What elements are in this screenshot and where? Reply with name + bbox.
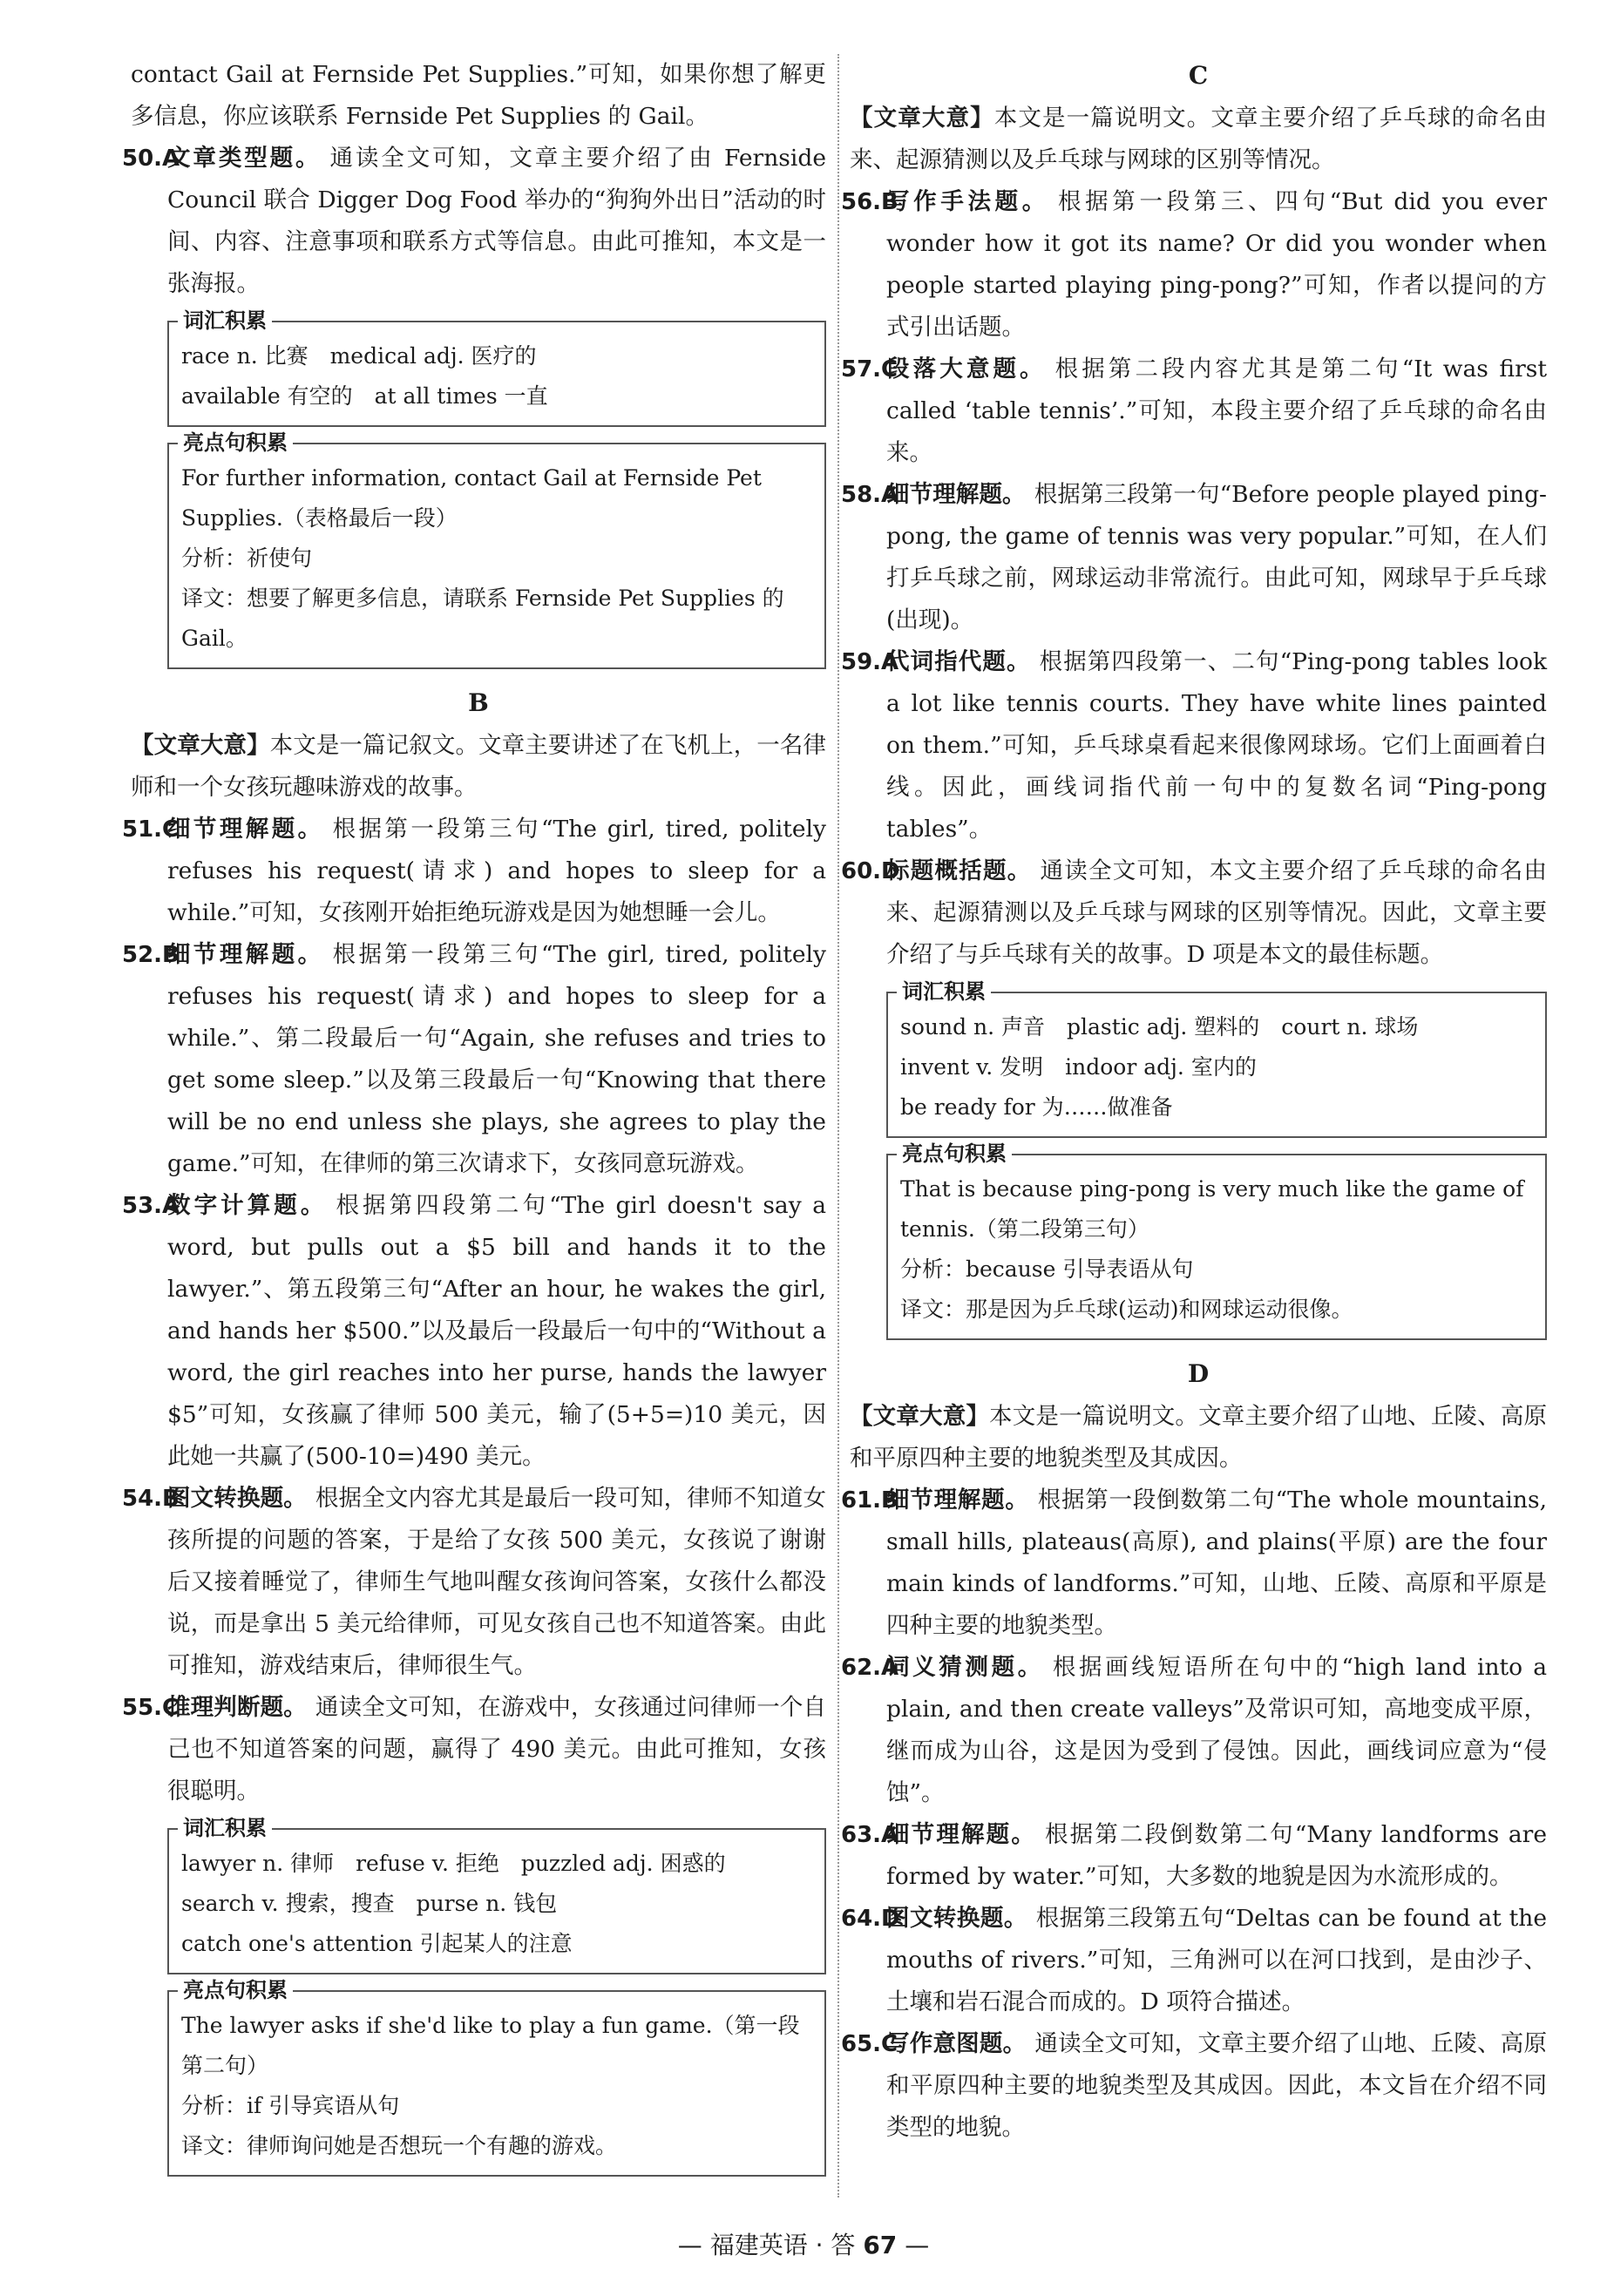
answer-55: [122, 1687, 827, 1812]
answer-number: 55.C: [122, 1695, 180, 1721]
page-number: 67: [863, 2231, 898, 2259]
answer-number: 56.B: [841, 189, 898, 215]
answer-body: 通读全文可知，文章主要介绍了山地、丘陵、高原和平原四种主要的地貌类型及其成因。因此，本文旨在介绍不同类型的地貌。: [886, 2030, 1548, 2141]
summary-b: [131, 725, 826, 809]
answer-body: 根据第二段倒数第二句“Many landforms are formed by water.”可知，大多数的地貌是因为水流形成的。: [886, 1821, 1548, 1890]
highlight-box-2: [167, 1978, 826, 2177]
footer-prefix: — 福建英语 · 答: [677, 2231, 856, 2259]
answer-number: 59.A: [841, 649, 899, 675]
question-type: 段落大意题。: [886, 356, 1047, 383]
answer-number: 58.A: [841, 482, 899, 508]
summary-d: [850, 1396, 1547, 1480]
answer-64: [841, 1898, 1548, 2023]
column-divider: [837, 54, 839, 2198]
box-line: 分析：because 引导表语从句: [900, 1256, 1194, 1282]
answer-body: 根据第一段第三、四句“But did you ever wonder how it got its name? Or did you wonder when people started playing ping-pong?”可知，作者以提问的方式引出话题。: [886, 188, 1547, 341]
box-line: 分析：if 引导宾语从句: [181, 2093, 400, 2118]
box-title: 亮点句积累: [178, 430, 293, 456]
box-line: That is because ping-pong is very much like the game of tennis.（第二段第三句）: [900, 1176, 1524, 1242]
answer-body: 根据第一段倒数第二句“The whole mountains, small hills, plateaus(高原), and plains(平原) are the four main kinds of landforms.”可知，山地、丘陵、高原和平原是四种主要的地貌类型。: [886, 1487, 1548, 1639]
answer-body: 根据第四段第二句“The girl doesn't say a word, but pulls out a $5 bill and hands it to the lawyer.”、第五段第三句“After an hour, he wakes the girl, and hands her $500.”以及最后一段最后一句中的“Without a word, the girl reaches into her purse, hands the lawyer $5”可知，女孩赢了律师 500 美元，输了(5+5=)10 美元，因此她一共赢了(500-10=)490 美元。: [167, 1192, 827, 1470]
answer-body: 根据第四段第一、二句“Ping-pong tables look a lot like tennis courts. They have white lines painted on them.”可知，乒乓球桌看起来很像网球场。它们上面画着白线。因此，画线词指代前一句中的复数名词“Ping-pong tables”。: [886, 648, 1548, 843]
summary-tag: 【文章大意】: [850, 105, 994, 132]
box-line: available 有空的 at all times 一直: [181, 383, 548, 409]
box-line: The lawyer asks if she'd like to play a fun game.（第一段第二句）: [181, 2013, 800, 2078]
question-type: 代词指代题。: [886, 648, 1031, 675]
answer-63: [841, 1814, 1548, 1898]
answer-body: 根据画线短语所在句中的“high land into a plain, and then create valleys”及常识可知，高地变成平原，继而成为山谷，这是因为受到了侵蚀。因此，画线词应意为“侵蚀”。: [886, 1654, 1547, 1806]
answer-number: 57.C: [841, 356, 898, 383]
box-title: 词汇积累: [178, 308, 272, 334]
summary-text: 本文是一篇说明文。文章主要介绍了乒乓球的命名由来、起源猜测以及乒乓球与网球的区别等情况。: [850, 105, 1547, 173]
answer-60: [841, 850, 1547, 976]
box-line: catch one's attention 引起某人的注意: [181, 1931, 573, 1956]
summary-tag: 【文章大意】: [131, 732, 270, 759]
question-type: 文章类型题。: [167, 145, 322, 172]
answer-body: 根据第一段第三句“The girl, tired, politely refuses his request(请求) and hopes to sleep for a while.”、第二段最后一句“Again, she refuses and tries to get some sleep.”以及第三段最后一句“Knowing that there will be no end unless she plays, she agrees to play the game.”可知，在律师的第三次请求下，女孩同意玩游戏。: [167, 941, 827, 1177]
section-heading-d: D: [1187, 1359, 1210, 1388]
box-line: sound n. 声音 plastic adj. 塑料的 court n. 球场: [900, 1014, 1419, 1040]
answer-59: [841, 641, 1548, 850]
left-column: [122, 54, 827, 2189]
question-type: 细节理解题。: [886, 1487, 1029, 1514]
box-line: 译文：律师询问她是否想玩一个有趣的游戏。: [181, 2133, 618, 2158]
answer-body: 根据第三段第五句“Deltas can be found at the mouths of rivers.”可知，三角洲可以在河口找到，是由沙子、土壤和岩石混合而成的。D 项符合描述。: [886, 1905, 1548, 2015]
question-type: 写作手法题。: [886, 188, 1049, 215]
question-type: 数字计算题。: [167, 1192, 328, 1219]
answer-number: 52.B: [122, 942, 180, 968]
answer-number: 65.C: [841, 2031, 898, 2057]
vocab-box-2: [167, 1816, 826, 1974]
highlight-box-3: [886, 1141, 1547, 1340]
summary-text: 本文是一篇记叙文。文章主要讲述了在飞机上，一名律师和一个女孩玩趣味游戏的故事。: [131, 732, 827, 801]
section-heading-b: B: [468, 688, 489, 717]
answer-number: 63.A: [841, 1822, 899, 1848]
summary-c: [850, 98, 1547, 181]
box-line: search v. 搜索，搜查 purse n. 钱包: [181, 1891, 558, 1916]
question-type: 图文转换题。: [167, 1485, 307, 1512]
answer-number: 62.A: [841, 1655, 899, 1681]
answer-51: [122, 809, 827, 934]
answer-57: [841, 349, 1548, 474]
answer-body: 根据第三段第一句“Before people played ping-pong, the game of tennis was very popular.”可知，在人们打乒乓球之前，网球运动非常流行。由此可知，网球早于乒乓球(出现)。: [886, 481, 1548, 633]
answer-52: [122, 934, 827, 1185]
box-title: 亮点句积累: [178, 1977, 293, 2003]
answer-body: 根据第二段内容尤其是第二句“It was first called ‘table tennis’.”可知，本段主要介绍了乒乓球的命名由来。: [886, 356, 1548, 466]
answer-body: 根据第一段第三句“The girl, tired, politely refuses his request(请求) and hopes to sleep for a while.”可知，女孩刚开始拒绝玩游戏是因为她想睡一会儿。: [167, 816, 827, 926]
intro-text: contact Gail at Fernside Pet Supplies.”可知，如果你想了解更多信息，你应该联系 Fernside Pet Supplies 的 Gail。: [131, 61, 826, 130]
box-line: 译文：那是因为乒乓球(运动)和网球运动很像。: [900, 1297, 1353, 1322]
answer-body: 通读全文可知，文章主要介绍了由 Fernside Council 联合 Digger Dog Food 举办的“狗狗外出日”活动的时间、内容、注意事项和联系方式等信息。由此可推知，本文是一张海报。: [167, 145, 827, 297]
answer-number: 60.D: [841, 858, 900, 884]
answer-number: 54.B: [122, 1486, 180, 1512]
section-heading-c: C: [1188, 61, 1209, 90]
answer-number: 50.A: [122, 146, 180, 172]
question-type: 细节理解题。: [886, 481, 1026, 508]
box-title: 词汇积累: [178, 1815, 272, 1841]
answer-58: [841, 474, 1548, 641]
right-column: [841, 54, 1548, 2149]
answer-number: 61.B: [841, 1487, 898, 1514]
question-type: 推理判断题。: [167, 1694, 307, 1721]
answer-number: 51.C: [122, 816, 180, 843]
page-footer: [0, 2226, 1607, 2261]
answer-50: [122, 138, 827, 305]
answer-56: [841, 181, 1547, 349]
answer-61: [841, 1480, 1548, 1647]
box-line: 译文：想要了解更多信息，请联系 Fernside Pet Supplies 的 Gail。: [181, 586, 784, 651]
question-type: 写作意图题。: [886, 2030, 1027, 2057]
answer-62: [841, 1647, 1547, 1814]
answer-number: 53.A: [122, 1193, 180, 1219]
box-line: invent v. 发明 indoor adj. 室内的: [900, 1054, 1257, 1080]
footer-suffix: —: [905, 2231, 930, 2259]
question-type: 图文转换题。: [886, 1905, 1027, 1932]
vocab-box-1: [167, 308, 826, 427]
answer-body: 通读全文可知，本文主要介绍了乒乓球的命名由来、起源猜测以及乒乓球与网球的区别等情况。因此，文章主要介绍了与乒乓球有关的故事。D 项是本文的最佳标题。: [886, 857, 1547, 968]
box-line: be ready for 为……做准备: [900, 1094, 1173, 1120]
highlight-box-1: [167, 430, 826, 669]
answer-body: 通读全文可知，在游戏中，女孩通过问律师一个自己也不知道答案的问题，赢得了 490 美元。由此可推知，女孩很聪明。: [167, 1694, 827, 1805]
box-title: 词汇积累: [897, 979, 991, 1005]
box-line: For further information, contact Gail at Fernside Pet Supplies.（表格最后一段）: [181, 465, 762, 531]
vocab-box-3: [886, 979, 1547, 1138]
box-line: race n. 比赛 medical adj. 医疗的: [181, 343, 537, 369]
answer-53: [122, 1185, 827, 1478]
answer-65: [841, 2023, 1548, 2149]
question-type: 细节理解题。: [167, 816, 324, 843]
question-type: 细节理解题。: [167, 941, 324, 968]
box-line: lawyer n. 律师 refuse v. 拒绝 puzzled adj. 困惑的: [181, 1851, 726, 1876]
box-title: 亮点句积累: [897, 1141, 1012, 1167]
answer-54: [122, 1478, 827, 1687]
summary-text: 本文是一篇说明文。文章主要介绍了山地、丘陵、高原和平原四种主要的地貌类型及其成因。: [850, 1403, 1548, 1472]
summary-tag: 【文章大意】: [850, 1403, 990, 1430]
box-line: 分析：祈使句: [181, 545, 313, 571]
question-type: 词义猜测题。: [886, 1654, 1044, 1681]
question-type: 细节理解题。: [886, 1821, 1037, 1848]
answer-body: 根据全文内容尤其是最后一段可知，律师不知道女孩所提的问题的答案，于是给了女孩 500 美元，女孩说了谢谢后又接着睡觉了，律师生气地叫醒女孩询问答案，女孩什么都没说，而是拿出 5 美元给律师，可见女孩自己也不知道答案。由此可推知，游戏结束后，律师很生气。: [167, 1485, 827, 1679]
answer-number: 64.D: [841, 1906, 900, 1932]
question-type: 标题概括题。: [886, 857, 1032, 884]
